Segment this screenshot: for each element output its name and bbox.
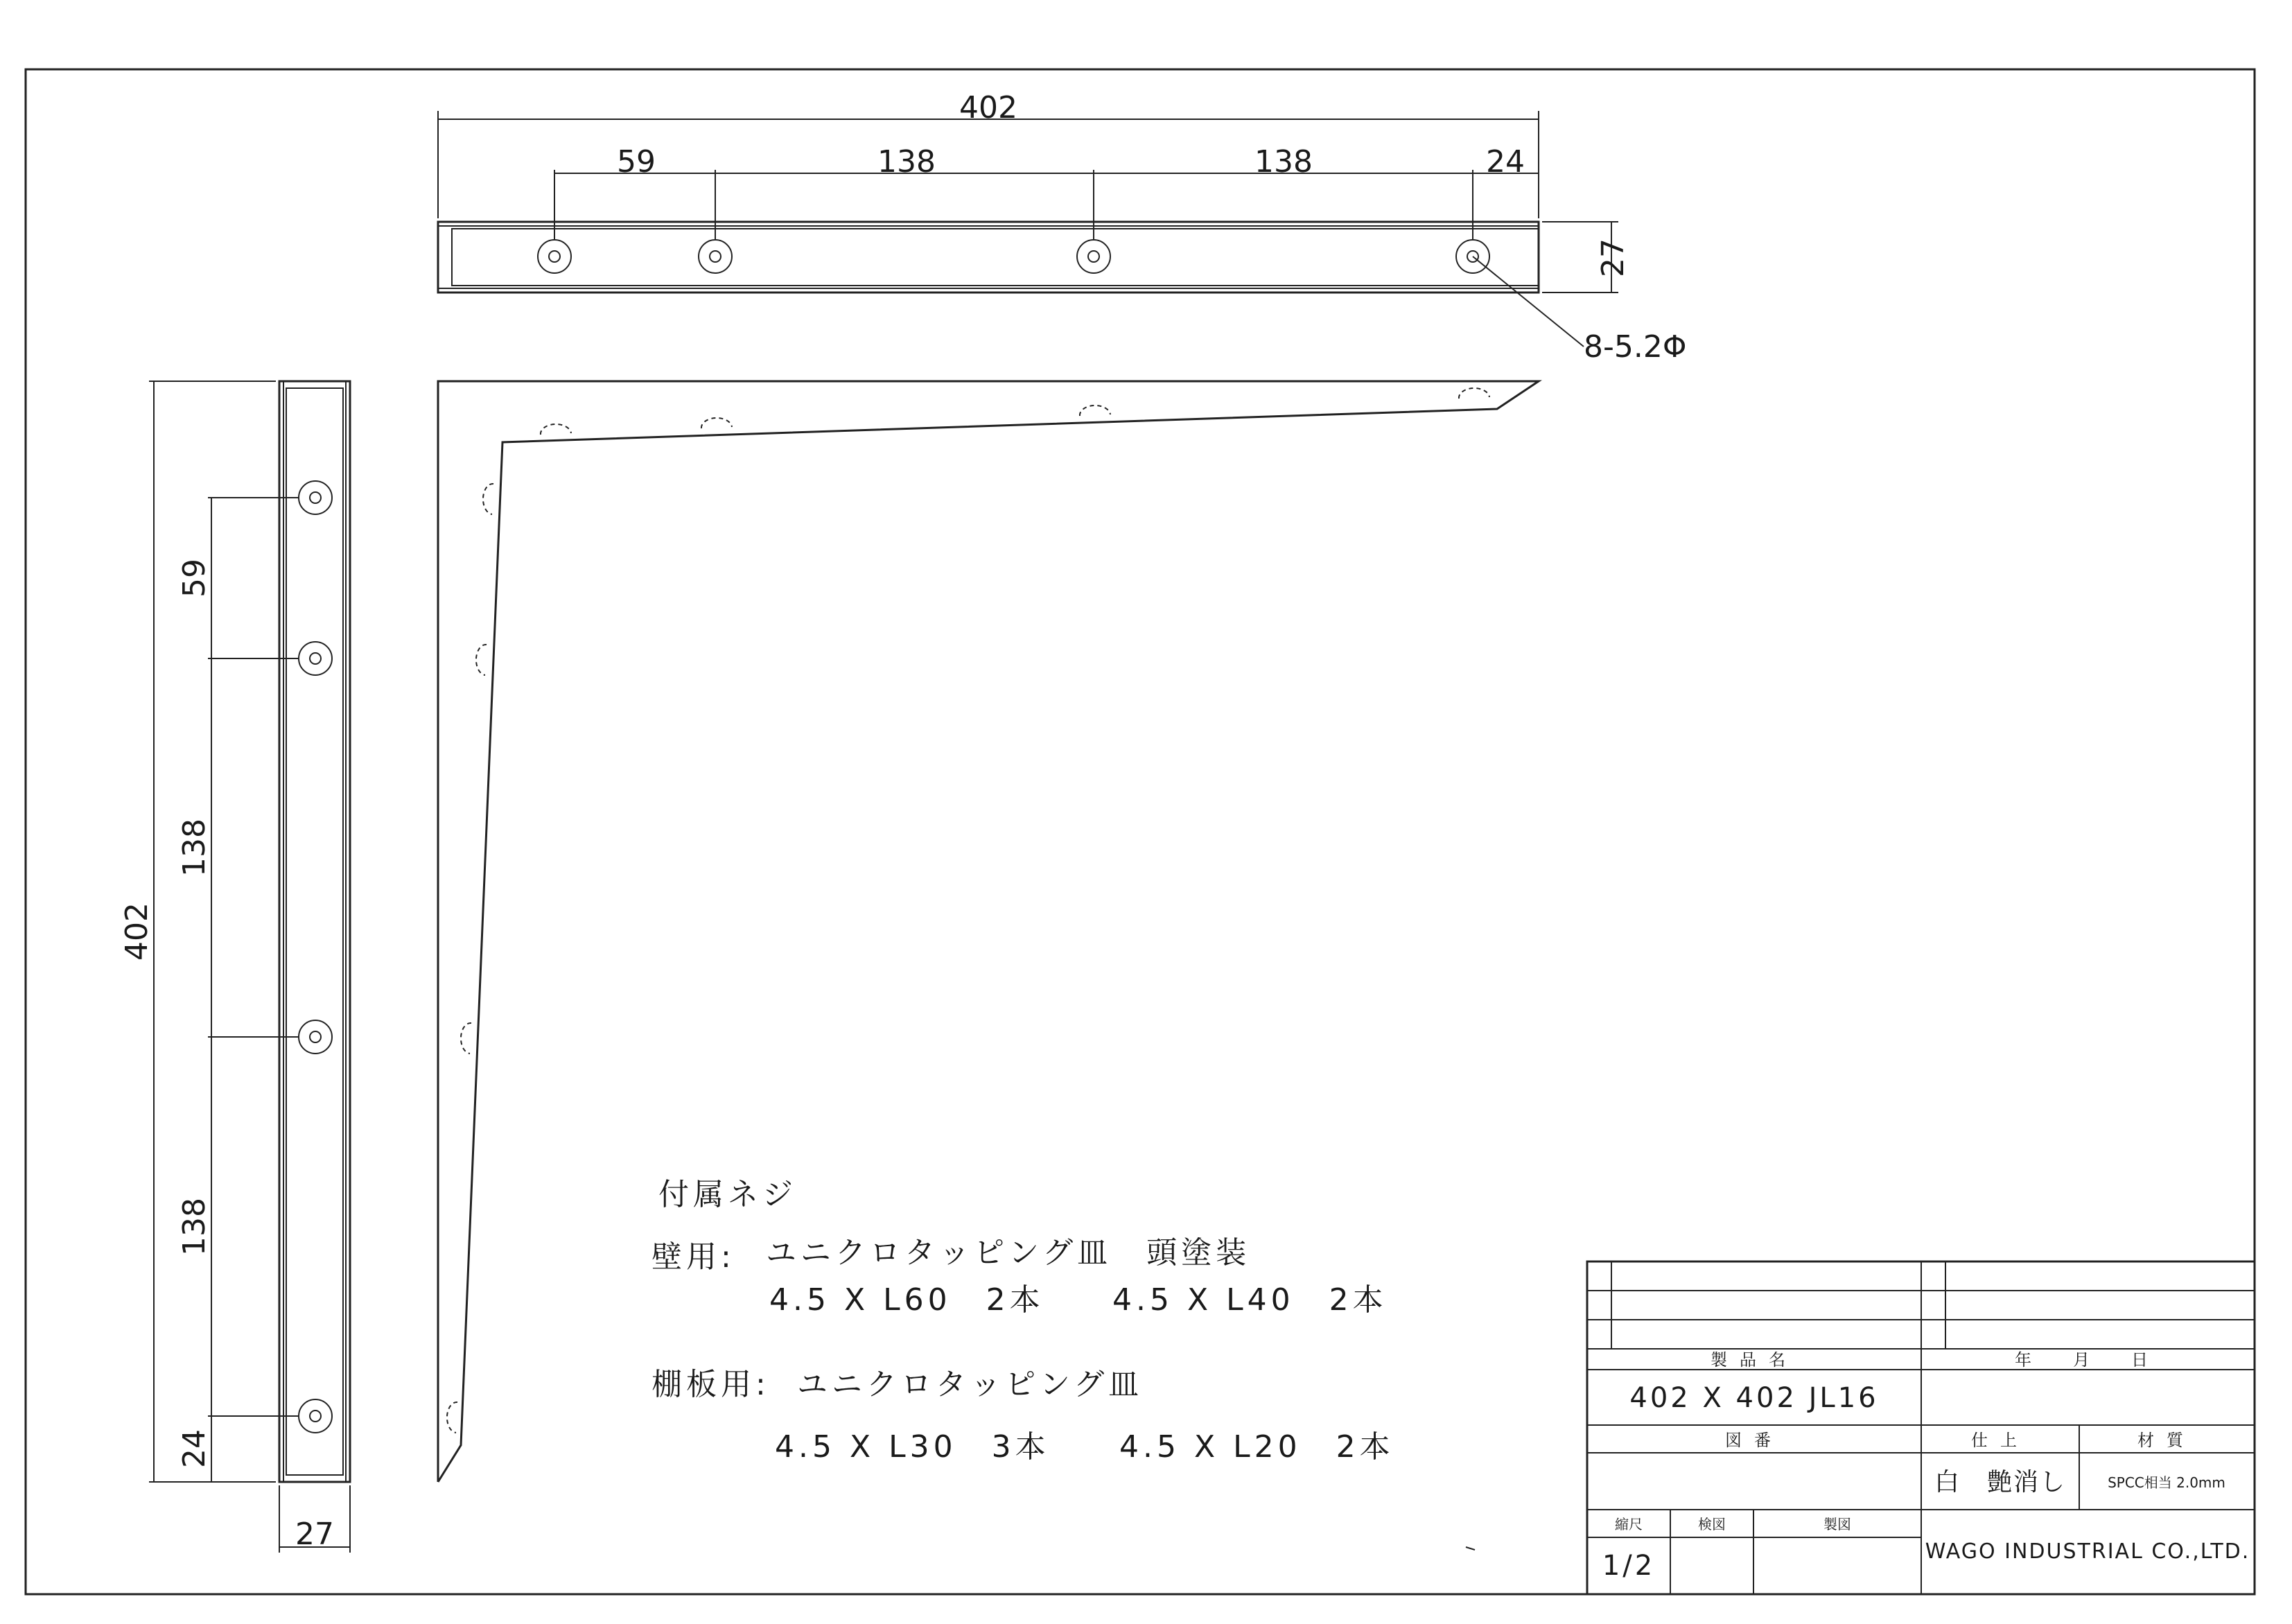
material-label: 材質 bbox=[2137, 1431, 2196, 1450]
company-name: WAGO INDUSTRIAL CO.,LTD. bbox=[1925, 1539, 2250, 1564]
side-spacing-dim-2: 138 bbox=[177, 819, 212, 877]
date-label: 年 月 日 bbox=[2015, 1350, 2160, 1370]
product-name: 402 X 402 JL16 bbox=[1629, 1382, 1879, 1414]
top-spacing-dim-4: 24 bbox=[1486, 144, 1525, 180]
screw-notes bbox=[651, 1177, 1394, 1465]
wall-spec-1: 4.5 X L60 2本 bbox=[769, 1282, 1044, 1318]
check-label: 検図 bbox=[1698, 1516, 1726, 1533]
top-width-dim: 27 bbox=[1595, 238, 1631, 277]
hole-callout: 8-5.2Φ bbox=[1584, 329, 1687, 365]
shelf-label: 棚板用: bbox=[651, 1367, 770, 1402]
notes-heading: 付属ネジ bbox=[658, 1177, 797, 1212]
side-hole-1 bbox=[299, 481, 332, 514]
top-spacing-dim-2: 138 bbox=[877, 144, 936, 180]
top-overall-dim: 402 bbox=[959, 90, 1017, 125]
top-spacing-dim-1: 59 bbox=[617, 144, 656, 180]
top-view-outline bbox=[438, 222, 1539, 293]
top-spacing-dim-3: 138 bbox=[1254, 144, 1313, 180]
side-spacing-dim-4: 24 bbox=[177, 1429, 212, 1468]
wall-spec-2: 4.5 X L40 2本 bbox=[1112, 1282, 1388, 1318]
shelf-screw: ユニクロタッピング皿 bbox=[797, 1367, 1144, 1402]
top-view bbox=[438, 111, 1618, 347]
finish-label: 仕上 bbox=[1971, 1431, 2029, 1450]
drawn-label: 製図 bbox=[1823, 1516, 1851, 1533]
side-spacing-dim-3: 138 bbox=[177, 1198, 212, 1256]
side-spacing-dim-1: 59 bbox=[177, 559, 212, 597]
scale-value: 1/2 bbox=[1602, 1550, 1656, 1582]
material-value: SPCC相当 2.0mm bbox=[2108, 1474, 2225, 1491]
side-hole-4 bbox=[299, 1399, 332, 1433]
hidden-holes-side bbox=[447, 484, 493, 1433]
side-overall-dim: 402 bbox=[119, 902, 155, 961]
side-view-inner-edge bbox=[286, 388, 343, 1475]
side-view-outline bbox=[279, 381, 350, 1482]
stray-mark bbox=[1466, 1547, 1475, 1550]
side-view bbox=[149, 381, 350, 1553]
hole-leader-line bbox=[1473, 256, 1584, 347]
top-hole-1 bbox=[538, 240, 571, 273]
wall-label: 壁用: bbox=[651, 1239, 735, 1275]
top-view-inner-edge bbox=[452, 229, 1539, 286]
top-hole-3 bbox=[1077, 240, 1110, 273]
shelf-spec-2: 4.5 X L20 2本 bbox=[1119, 1429, 1394, 1465]
shelf-spec-1: 4.5 X L30 3本 bbox=[775, 1429, 1050, 1465]
drawing-no-label: 図番 bbox=[1725, 1431, 1783, 1450]
finish-value: 白 艶消し bbox=[1934, 1468, 2067, 1496]
scale-label: 縮尺 bbox=[1615, 1516, 1643, 1533]
top-hole-2 bbox=[699, 240, 732, 273]
wall-screw: ユニクロタッピング皿 頭塗装 bbox=[766, 1235, 1251, 1271]
sheet-border bbox=[26, 69, 2255, 1594]
product-name-label: 製品名 bbox=[1711, 1350, 1798, 1370]
side-hole-2 bbox=[299, 642, 332, 675]
side-hole-3 bbox=[299, 1020, 332, 1054]
hidden-holes-top bbox=[541, 388, 1489, 435]
side-width-dim: 27 bbox=[295, 1517, 334, 1552]
